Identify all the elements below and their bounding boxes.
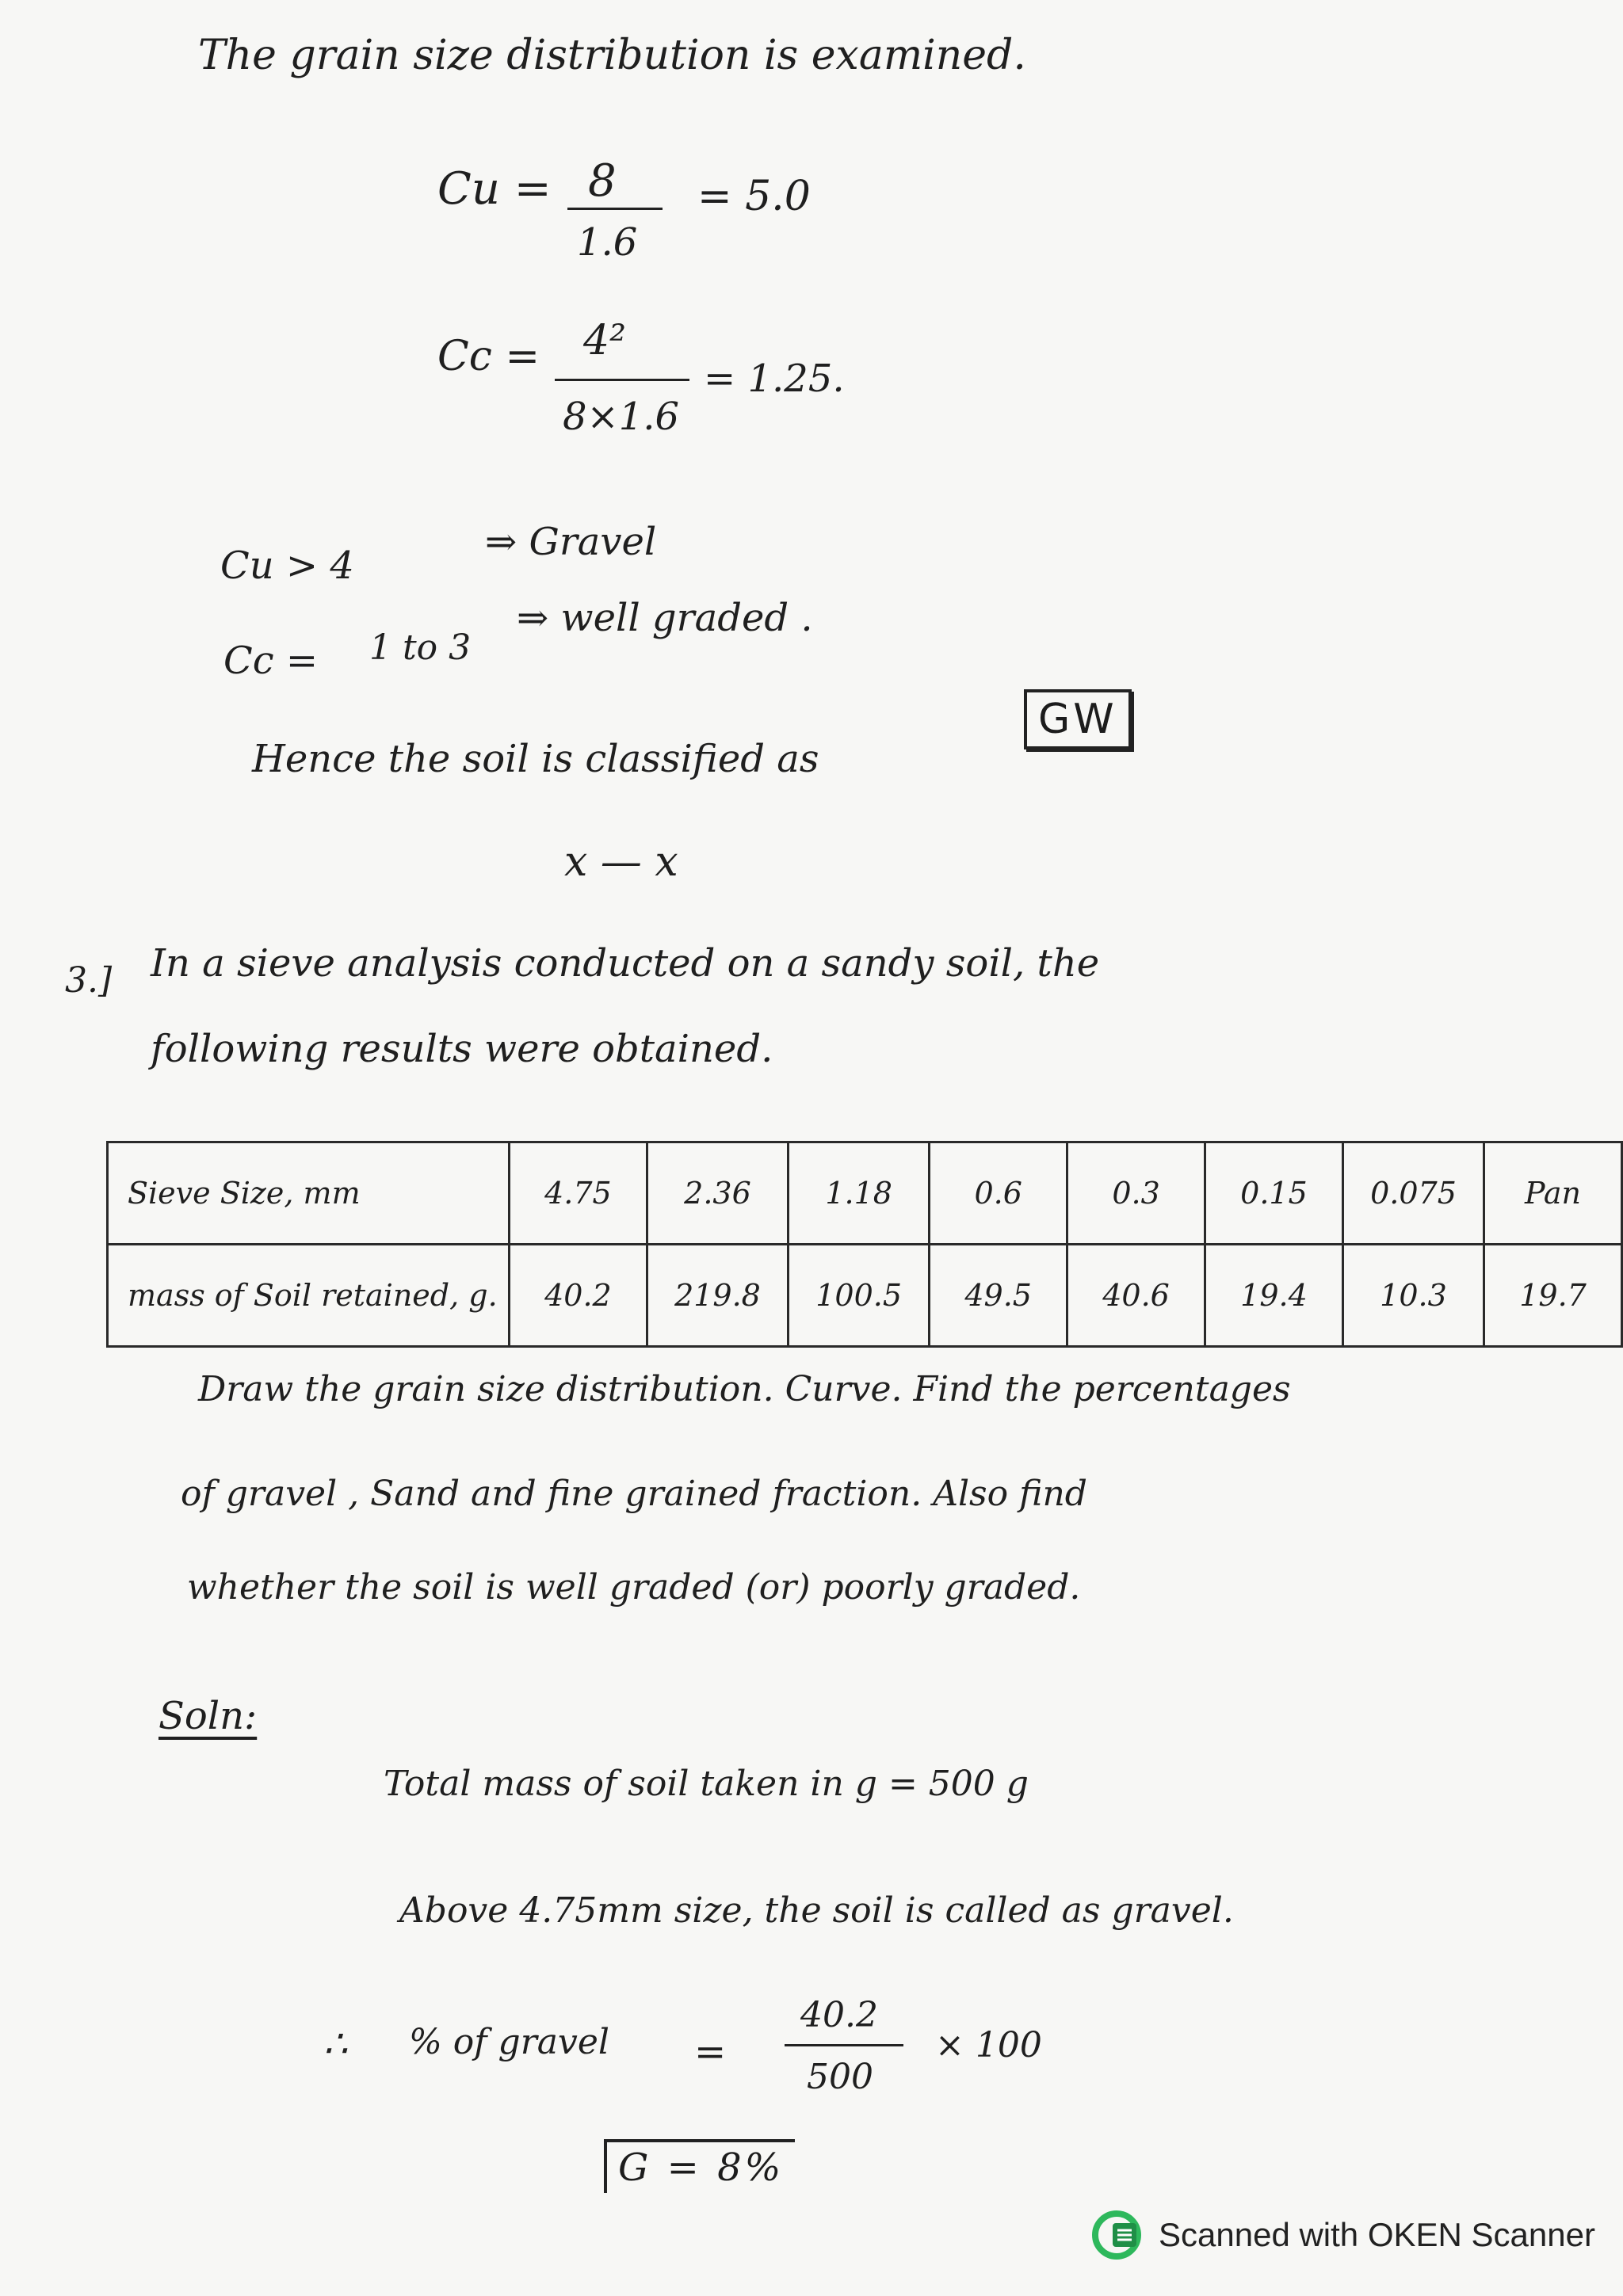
question-line-2: of gravel , Sand and fine grained fraction. Also find — [181, 1474, 1087, 1514]
cc-result: = 1.25. — [704, 357, 845, 401]
cc-denominator: 8×1.6 — [563, 395, 680, 439]
rule2-right: ⇒ well graded . — [517, 596, 813, 640]
scanner-watermark-text: Scanned with OKEN Scanner — [1159, 2216, 1595, 2253]
cu-label: Cu = — [437, 163, 552, 215]
question-line-3: whether the soil is well graded (or) poorly graded. — [187, 1567, 1081, 1608]
sieve-size-header: Sieve Size, mm — [108, 1142, 510, 1245]
problem-line-1: In a sieve analysis conducted on a sandy soil, the — [151, 941, 1100, 986]
mass-retained-cell: 219.8 — [647, 1245, 788, 1347]
gravel-answer-box: G = 8% — [604, 2139, 795, 2193]
cu-fraction-line — [567, 208, 663, 210]
sieve-size-cell: 0.15 — [1205, 1142, 1343, 1245]
sieve-analysis-table — [106, 1141, 1623, 1348]
mass-retained-cell: 49.5 — [930, 1245, 1067, 1347]
table-row-mass-retained — [108, 1245, 1622, 1347]
scanner-logo-icon — [1092, 2210, 1141, 2260]
percent-numerator: 40.2 — [800, 1995, 878, 2035]
rule1-right: ⇒ Gravel — [485, 520, 657, 564]
table-row-sieve-size — [108, 1142, 1622, 1245]
percent-multiplier: × 100 — [935, 2025, 1042, 2065]
rule1-left: Cu > 4 — [220, 543, 354, 588]
sieve-size-cell: 0.3 — [1067, 1142, 1205, 1245]
intro-line: The grain size distribution is examined. — [198, 32, 1026, 79]
problem-line-2: following results were obtained. — [151, 1027, 773, 1071]
mass-retained-cell: 10.3 — [1342, 1245, 1484, 1347]
cu-result: = 5.0 — [697, 173, 811, 220]
percent-denominator: 500 — [807, 2057, 873, 2097]
mass-retained-header: mass of Soil retained, g. — [108, 1245, 510, 1347]
sieve-size-cell: 4.75 — [509, 1142, 647, 1245]
sieve-size-cell: Pan — [1484, 1142, 1622, 1245]
solution-label: Soln: — [158, 1694, 258, 1738]
sieve-size-cell: 2.36 — [647, 1142, 788, 1245]
sieve-size-cell: 0.6 — [930, 1142, 1067, 1245]
gravel-definition-line: Above 4.75mm size, the soil is called as gravel. — [399, 1890, 1234, 1931]
sieve-size-cell: 0.075 — [1342, 1142, 1484, 1245]
percent-gravel-label: % of gravel — [409, 2022, 609, 2062]
conclusion-line: Hence the soil is classified as — [252, 737, 819, 781]
rule2-mid: 1 to 3 — [369, 627, 472, 668]
rule2-left: Cc = — [223, 639, 319, 683]
percent-equals: = — [694, 2030, 727, 2074]
classification-answer-box: GW — [1024, 689, 1132, 749]
mass-retained-cell: 19.4 — [1205, 1245, 1343, 1347]
cu-denominator: 1.6 — [577, 220, 638, 265]
question-line-1: Draw the grain size distribution. Curve. Find the percentages — [198, 1369, 1291, 1409]
cc-fraction-line — [555, 379, 689, 381]
scanner-watermark — [1092, 2210, 1595, 2260]
cu-numerator: 8 — [588, 155, 617, 207]
mass-retained-cell: 40.2 — [509, 1245, 647, 1347]
cc-numerator: 4² — [583, 317, 626, 364]
sieve-size-cell: 1.18 — [789, 1142, 930, 1245]
mass-retained-cell: 19.7 — [1484, 1245, 1622, 1347]
cc-label: Cc = — [437, 333, 540, 380]
therefore-symbol: ∴ — [323, 2022, 348, 2066]
total-mass-line: Total mass of soil taken in g = 500 g — [384, 1764, 1029, 1804]
separator: x — x — [564, 838, 678, 886]
mass-retained-cell: 100.5 — [789, 1245, 930, 1347]
mass-retained-cell: 40.6 — [1067, 1245, 1205, 1347]
percent-fraction-line — [785, 2044, 903, 2046]
problem-number: 3.] — [65, 960, 113, 1001]
